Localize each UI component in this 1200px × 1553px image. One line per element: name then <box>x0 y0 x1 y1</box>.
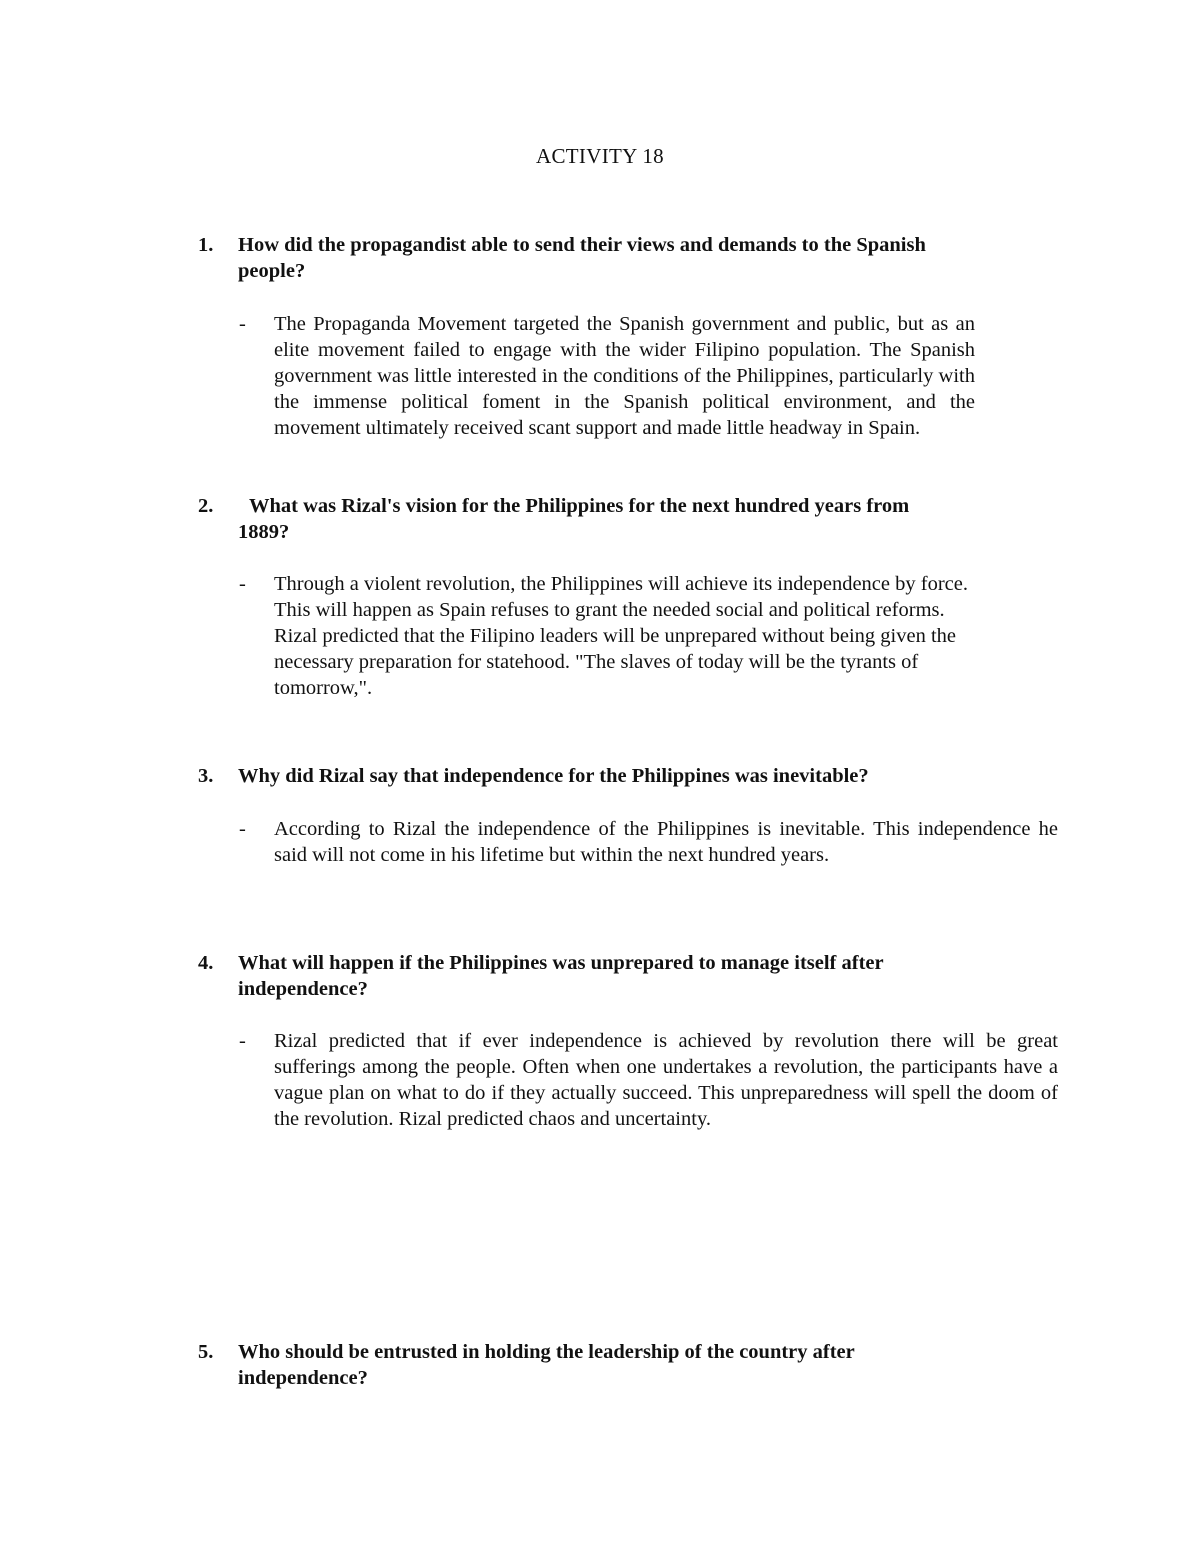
question-text: Who should be entrusted in holding the leadership of the country after independence? <box>238 1341 855 1389</box>
answer-text: The Propaganda Movement targeted the Spanish government and public, but as an elite movement failed to engage with the wider Filipino population. The Spanish government was little interested in the conditions of the Philippines, particularly with the immense political foment in the Spanish political environment, and the movement ultimately received scant support and made little headway in Spain. <box>274 313 975 439</box>
question-4 <box>198 950 958 1004</box>
answer-text: According to Rizal the independence of the Philippines is inevitable. This independence he said will not come in his lifetime but within the next hundred years. <box>274 818 1058 866</box>
question-number: 3. <box>198 765 214 787</box>
question-number: 2. <box>198 495 214 517</box>
answer-marker: - <box>239 313 246 335</box>
question-3 <box>198 763 988 791</box>
answer-2 <box>239 571 979 706</box>
question-2 <box>198 493 968 547</box>
question-text: What will happen if the Philippines was unprepared to manage itself after independence? <box>238 952 884 1000</box>
question-text: Why did Rizal say that independence for the Philippines was inevitable? <box>238 765 869 787</box>
question-5 <box>198 1339 968 1393</box>
answer-text: Through a violent revolution, the Philippines will achieve its independence by force. This will happen as Spain refuses to grant the needed social and political reforms. Rizal predicted that the Filipino leaders will be unprepared without being given the necessary preparation for statehood. "The slaves of today will be the tyrants of tomorrow,". <box>274 573 968 699</box>
question-text: How did the propagandist able to send their views and demands to the Spanish people? <box>238 234 926 282</box>
question-text: What was Rizal's vision for the Philippines for the next hundred years from 1889? <box>238 495 910 543</box>
answer-3 <box>239 816 1064 896</box>
page-title: ACTIVITY 18 <box>536 144 664 168</box>
answer-4 <box>239 1028 1064 1163</box>
answer-marker: - <box>239 573 246 595</box>
answer-text: Rizal predicted that if ever independence is achieved by revolution there will be great sufferings among the people. Often when one undertakes a revolution, the participants have a vague plan on what to do if they actually succeed. This unpreparedness will spell the doom of the revolution. Rizal predicted chaos and uncertainty. <box>274 1030 1058 1130</box>
question-number: 1. <box>198 234 214 256</box>
answer-marker: - <box>239 818 246 840</box>
question-number: 5. <box>198 1341 214 1363</box>
question-1 <box>198 232 958 286</box>
answer-marker: - <box>239 1030 246 1052</box>
answer-1 <box>239 311 979 471</box>
question-number: 4. <box>198 952 214 974</box>
